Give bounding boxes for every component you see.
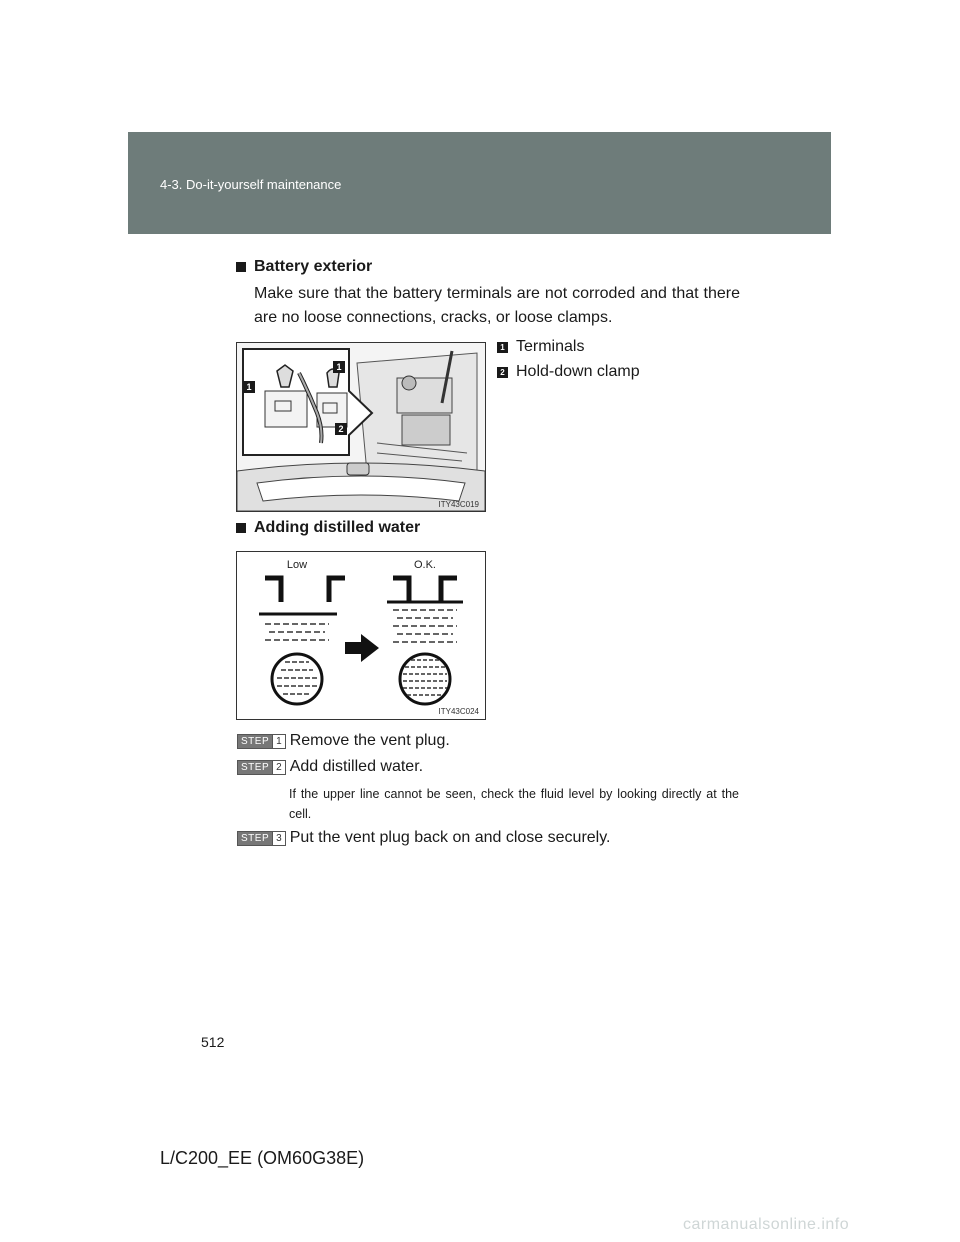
low-label: Low bbox=[286, 559, 308, 571]
svg-text:1: 1 bbox=[246, 382, 252, 392]
distilled-water-heading-text: Adding distilled water bbox=[254, 519, 421, 536]
step-text: Remove the vent plug. bbox=[289, 732, 450, 749]
svg-text:1: 1 bbox=[336, 362, 342, 372]
step-text: Add distilled water. bbox=[289, 758, 424, 775]
bullet-square-icon bbox=[236, 523, 246, 533]
step-badge bbox=[237, 734, 286, 749]
step-1 bbox=[237, 732, 450, 750]
step-2-note: If the upper line cannot be seen, check the fluid level by looking directly at the cell. bbox=[289, 787, 739, 821]
step-text: Put the vent plug back on and close securely. bbox=[289, 829, 611, 846]
legend-label: Terminals bbox=[516, 338, 585, 355]
legend-number-badge: 2 bbox=[497, 367, 508, 378]
step-word: STEP bbox=[238, 735, 272, 748]
step-badge bbox=[237, 760, 286, 775]
step-badge bbox=[237, 831, 286, 846]
distilled-water-heading bbox=[236, 519, 420, 537]
water-figure-code: ITY43C024 bbox=[438, 707, 479, 716]
battery-figure-code: ITY43C019 bbox=[438, 500, 479, 509]
legend-item-terminals bbox=[497, 338, 584, 356]
water-level-illustration bbox=[237, 552, 485, 719]
ok-label: O.K. bbox=[413, 559, 437, 571]
watermark[interactable]: carmanualsonline.info bbox=[683, 1216, 850, 1233]
battery-exterior-heading-text: Battery exterior bbox=[254, 258, 373, 275]
step-number: 2 bbox=[272, 761, 285, 774]
section-title: 4-3. Do-it-yourself maintenance bbox=[160, 177, 342, 192]
legend-number-badge: 1 bbox=[497, 342, 508, 353]
step-2 bbox=[237, 758, 423, 776]
step-number: 3 bbox=[272, 832, 285, 845]
step-word: STEP bbox=[238, 832, 272, 845]
bullet-square-icon bbox=[236, 262, 246, 272]
water-level-figure bbox=[236, 551, 486, 720]
step-3 bbox=[237, 829, 610, 847]
page-number: 512 bbox=[201, 1034, 225, 1050]
battery-exterior-text: Make sure that the battery terminals are not corroded and that there are no loose connections, cracks, or loose clamps. bbox=[254, 285, 740, 326]
legend-item-hold-down-clamp bbox=[497, 363, 640, 381]
legend-label: Hold-down clamp bbox=[516, 363, 640, 380]
step-number: 1 bbox=[272, 735, 285, 748]
step-word: STEP bbox=[238, 761, 272, 774]
battery-illustration bbox=[237, 343, 485, 511]
svg-text:2: 2 bbox=[338, 424, 344, 434]
battery-exterior-heading bbox=[236, 258, 372, 276]
battery-figure bbox=[236, 342, 486, 512]
model-code: L/C200_EE (OM60G38E) bbox=[160, 1148, 365, 1168]
